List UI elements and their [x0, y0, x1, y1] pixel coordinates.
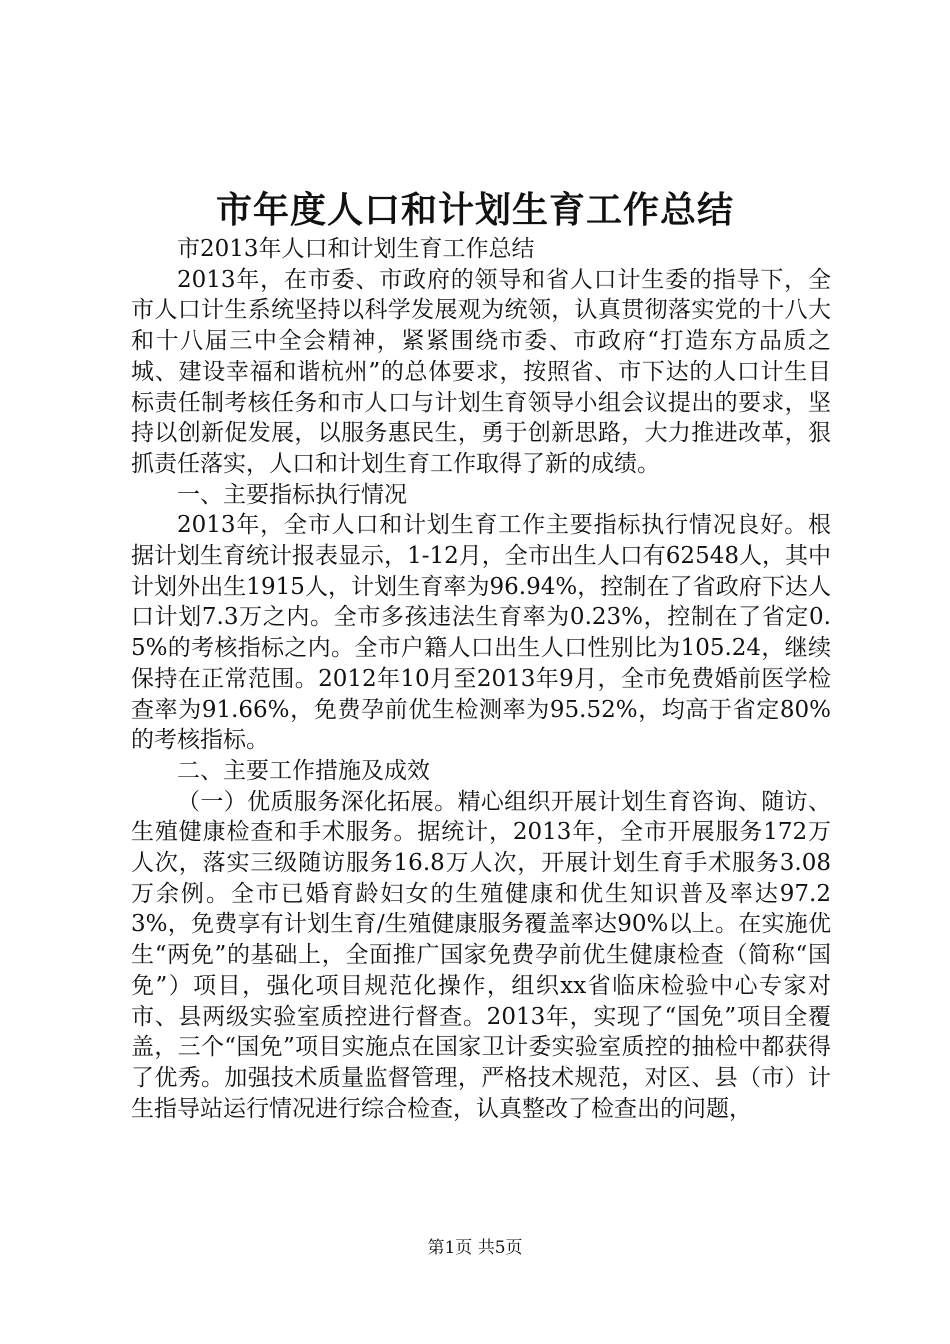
paragraph-services: （一）优质服务深化拓展。精心组织开展计划生育咨询、随访、生殖健康检查和手术服务。据统计，2013年，全市开展服务172万人次，落实三级随访服务16.8万人次，开展计划生育手术服务3.08万余例。全市已婚育龄妇女的生殖健康和优生知识普及率达97.23%，免费享有计划生育/生殖健康服务覆盖率达90%以上。在实施优生“两免”的基础上，全面推广国家免费孕前优生健康检查（简称“国免”）项目，强化项目规范化操作，组织xx省临床检验中心专家对市、县两级实验室质控进行督查。2013年，实现了“国免”项目全覆盖，三个“国免”项目实施点在国家卫计委实验室质控的抽检中都获得了优秀。加强技术质量监督管理，严格技术规范，对区、县（市）计生指导站运行情况进行综合检查，认真整改了检查出的问题， — [131, 788, 831, 1122]
section-heading-1: 一、主要指标执行情况 — [177, 481, 407, 508]
section-heading-2: 二、主要工作措施及成效 — [177, 757, 430, 784]
paragraph-subtitle: 市2013年人口和计划生育工作总结 — [177, 236, 535, 262]
document-body — [131, 234, 831, 1124]
paragraph-intro: 2013年，在市委、市政府的领导和省人口计生委的指导下，全市人口计生系统坚持以科学发展观为统领，认真贯彻落实党的十八大和十八届三中全会精神，紧紧围绕市委、市政府“打造东方品质之城、建设幸福和谐杭州”的总体要求，按照省、市下达的人口计生目标责任制考核任务和市人口与计划生育领导小组会议提出的要求，坚持以创新促发展，以服务惠民生，勇于创新思路，大力推进改革，狠抓责任落实，人口和计划生育工作取得了新的成绩。 — [131, 266, 831, 477]
paragraph-indicators: 2013年，全市人口和计划生育工作主要指标执行情况良好。根据计划生育统计报表显示，1-12月，全市出生人口有62548人，其中计划外出生1915人，计划生育率为96.94%，控制在了省政府下达人口计划7.3万之内。全市多孩违法生育率为0.23%，控制在了省定0.5%的考核指标之内。全市户籍人口出生人口性别比为105.24，继续保持在正常范围。2012年10月至2013年9月，全市免费婚前医学检查率为91.66%，免费孕前优生检测率为95.52%，均高于省定80%的考核指标。 — [131, 512, 831, 754]
document-title: 市年度人口和计划生育工作总结 — [215, 189, 734, 231]
page-footer: 第1页 共5页 — [427, 1238, 523, 1258]
